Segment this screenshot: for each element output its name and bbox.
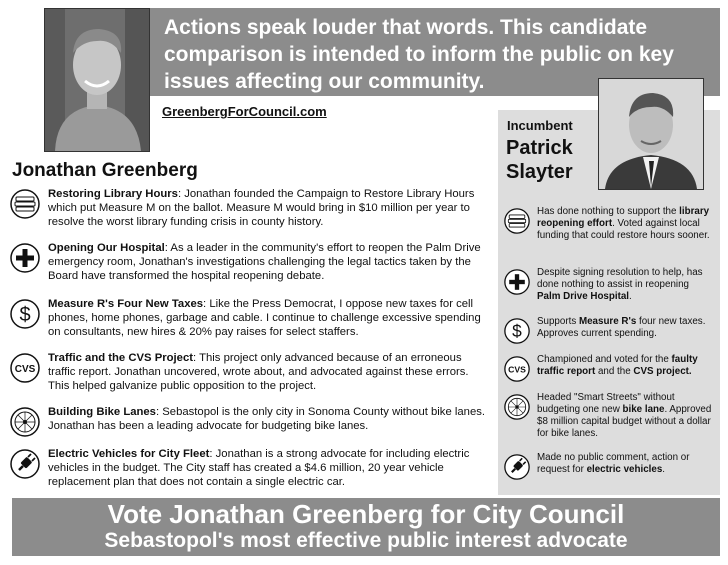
cvs-icon — [504, 356, 530, 382]
incumbent-item-text: and the — [595, 366, 634, 377]
vote-subheadline: Sebastopol's most effective public interest advocate — [104, 529, 628, 552]
item-title: Traffic and the CVS Project — [48, 352, 194, 364]
svg-text:$: $ — [19, 304, 31, 326]
item-title: Building Bike Lanes — [48, 406, 156, 418]
incumbent-item-text: Has done nothing to support the — [537, 206, 680, 217]
plug-icon — [504, 454, 530, 480]
challenger-item-bike — [10, 405, 488, 447]
incumbent-item-text: . Voted against local funding that could restore hours sooner. — [537, 218, 710, 241]
challenger-item-taxes — [10, 297, 488, 339]
incumbent-first-name: Patrick — [506, 137, 573, 159]
challenger-item-cvs — [10, 351, 488, 393]
plus-icon — [10, 243, 40, 273]
incumbent-item-text: Supports — [537, 316, 579, 327]
incumbent-item-text: Headed "Smart Streets" without budgeting one new — [537, 392, 675, 415]
incumbent-item-emphasis: library reopening effort — [537, 206, 710, 229]
plug-icon — [10, 449, 40, 479]
incumbent-item-emphasis: faulty traffic report — [537, 354, 698, 377]
item-text: : Jonathan founded the Campaign to Restore Library Hours which put Measure M on the ballot. Measure M would bring in $10 million per year to resolve the worst library funding crisis in county history. — [48, 188, 475, 228]
item-text: : Like the Press Democrat, I oppose new taxes for cell phones, home phones, garbage and cable. I continue to challenge excessive spending on consultants, new hires & 20% pay raises for select staffers. — [48, 298, 481, 338]
item-text: : Jonathan is a strong advocate for including electric vehicles in the budget. The City staff has created a $4.6 million, 20 year vehicle replacement plan that does not contain a single electric car. — [48, 448, 470, 488]
svg-text:CVS: CVS — [508, 364, 526, 375]
challenger-item-library — [10, 187, 488, 229]
incumbent-name — [506, 136, 596, 184]
item-title: Electric Vehicles for City Fleet — [48, 448, 210, 460]
incumbent-item-text: Made no public comment, action or request for — [537, 452, 690, 475]
incumbent-item-electric — [504, 452, 718, 498]
plus-icon — [504, 269, 530, 295]
incumbent-item-text: . Approved $8 million capital budget without a dollar for bike lanes. — [537, 404, 712, 439]
wheel-icon — [504, 394, 530, 420]
item-title: Restoring Library Hours — [48, 188, 178, 200]
incumbent-item-library — [504, 206, 718, 252]
wheel-icon — [10, 407, 40, 437]
incumbent-item-bike — [504, 392, 718, 438]
books-icon — [504, 208, 530, 234]
slayter-photo — [598, 78, 704, 190]
incumbent-item-text: Championed and voted for the — [537, 354, 672, 365]
incumbent-item-text: four new taxes. Approves current spending. — [537, 316, 706, 339]
item-text: : As a leader in the community's effort to reopen the Palm Drive emergency room, Jonathan's investigations challenging the legal tactics taken by the Board have transformed the hospital reopening debate. — [48, 242, 481, 282]
svg-text:$: $ — [512, 321, 522, 342]
incumbent-item-emphasis: Palm Drive Hospital — [537, 291, 630, 302]
challenger-item-electric — [10, 447, 488, 489]
cvs-icon — [10, 353, 40, 383]
greenberg-photo — [44, 8, 150, 152]
challenger-name: Jonathan Greenberg — [12, 160, 198, 181]
item-text: : This project only advanced because of an erroneous traffic report. Jonathan uncovered, wrote about, and advocated against these errors. This helped galvanize public opposition to the project. — [48, 352, 469, 392]
campaign-website-link[interactable]: GreenbergForCouncil.com — [162, 104, 327, 119]
incumbent-item-text: . — [662, 464, 666, 475]
dollar-icon — [10, 299, 40, 329]
incumbent-last-name: Slayter — [506, 161, 573, 183]
challenger-item-hospital — [10, 241, 488, 283]
item-title: Opening Our Hospital — [48, 242, 165, 254]
bottom-banner — [12, 498, 720, 556]
svg-text:CVS: CVS — [14, 364, 36, 375]
incumbent-item-emphasis: bike lane — [622, 404, 665, 415]
incumbent-item-text: Despite signing resolution to help, has done nothing to assist in reopening — [537, 267, 703, 290]
incumbent-label: Incumbent — [507, 118, 573, 133]
incumbent-item-emphasis: electric vehicles — [586, 464, 663, 475]
vote-headline: Vote Jonathan Greenberg for City Council — [107, 499, 625, 529]
dollar-icon — [504, 318, 530, 344]
tagline: Actions speak louder that words. This candidate comparison is intended to inform the public on key issues affecting our community. — [164, 16, 674, 93]
item-text: : Sebastopol is the only city in Sonoma County without bike lanes. Jonathan has been a leading advocate for budgeting bike lanes. — [48, 406, 486, 432]
item-title: Measure R's Four New Taxes — [48, 298, 204, 310]
incumbent-item-emphasis: Measure R's — [578, 316, 637, 327]
incumbent-item-emphasis: CVS project. — [633, 366, 692, 377]
incumbent-item-text: . — [629, 291, 632, 302]
books-icon — [10, 189, 40, 219]
incumbent-item-hospital — [504, 267, 718, 313]
